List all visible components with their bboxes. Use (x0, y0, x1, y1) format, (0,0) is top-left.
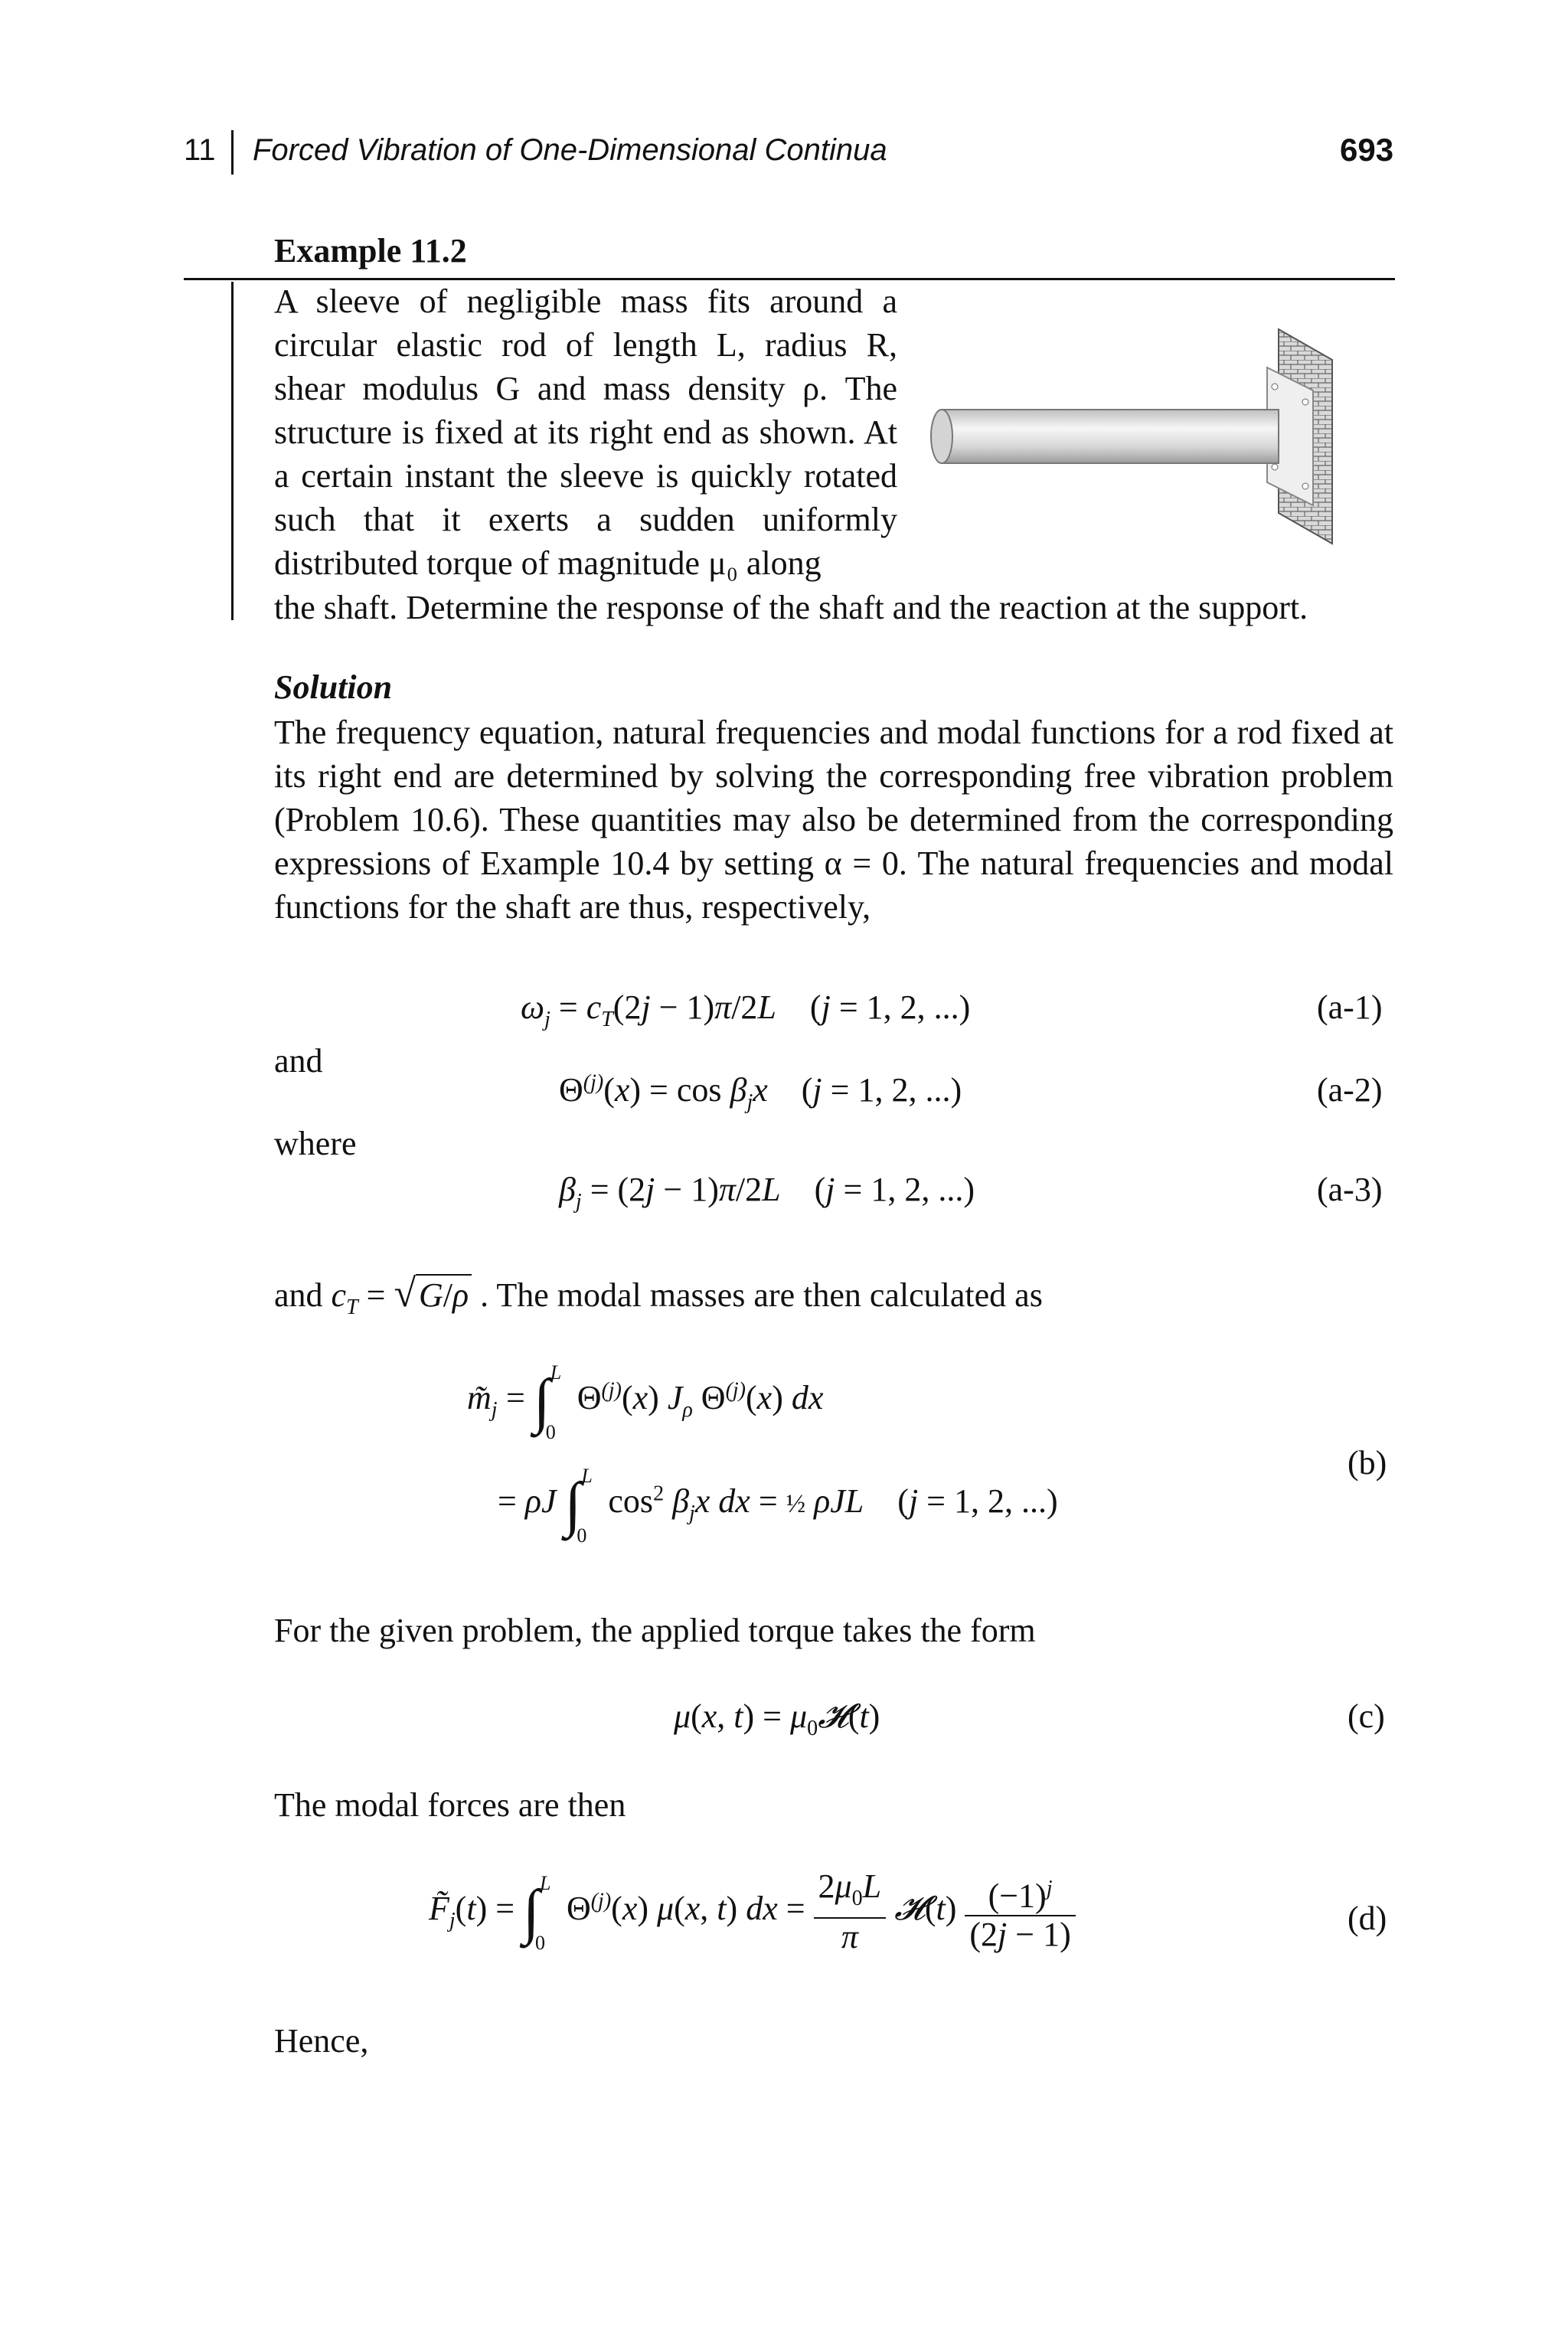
equation-a2: $\Theta^{(j)}(x) = \cos \beta_jx$ (j = 1, 2, ...) (559, 1070, 962, 1114)
equation-c: μ(x, $t) = \mu_0𝓗(t)$ (674, 1697, 880, 1740)
example-title: Example 11.2 (274, 232, 467, 270)
chapter-number: 11 (184, 133, 216, 167)
chapter-title: Forced Vibration of One-Dimensional Continua (253, 133, 887, 167)
ct-line (274, 1271, 1043, 1320)
equation-a1: $\omega_j = c_T(2j - 1)\pi/2L$ (j = 1, 2, ...) (521, 988, 971, 1031)
solution-text: The frequency equation, natural frequencies and modal functions for a rod fixed at its right end are determined by solving the corresponding free vibration problem (Problem 10.6). These quantities may also be determined from the corresponding expressions of Example 10.4 by setting α = 0. The natural frequencies and modal functions for the shaft are thus, respectively, (274, 714, 1393, 926)
equation-a2-label: (a-2) (1317, 1071, 1383, 1109)
example-sidebar-bar (231, 282, 234, 620)
example-text: A sleeve of negligible mass fits around a circular elastic rod of length L, radius R, shear modulus G and mass density ρ. The structure is fixed at its right end as shown. At a certain instant the sleeve is quickly rotated such that it exerts a sudden uniformly distributed torque of magnitude μ₀ along (274, 283, 897, 582)
example-text-tail: the shaft. Determine the response of the shaft and the reaction at the support. (274, 589, 1308, 626)
ct-suffix: . The modal masses are then calculated as (480, 1276, 1043, 1314)
hence-text: Hence, (274, 2022, 369, 2060)
modal-forces-text: The modal forces are then (274, 1786, 626, 1824)
ct-formula: $c_T = √G/\rho$ (332, 1276, 472, 1314)
equation-a1-label: (a-1) (1317, 988, 1383, 1026)
page-number: 693 (1340, 132, 1394, 168)
equation-a3: $\beta_j = (2j - 1)\pi/2L$ (j = 1, 2, ...) (559, 1171, 975, 1214)
equation-b-line1: $m̃_j$ = ∫ L 0 $\Theta^{(j)}(x)$ $J_\rho$ $\Theta^{(j)}(x)$ dx (467, 1361, 824, 1443)
equation-d: $F̃_j(t)$ = ∫ L 0 $\Theta^{(j)}(x)$ μ(x, t) dx = $\frac{2\mu_0L}{\pi}$ 𝓗(t) $\frac{(-1)^j}{(2j - 1)}$ (429, 1868, 1076, 1955)
ct-prefix: and (274, 1276, 323, 1314)
word-and: and (274, 1042, 323, 1080)
equation-b-label: (b) (1348, 1444, 1387, 1482)
equation-d-label: (d) (1348, 1900, 1387, 1937)
equation-b-line2: = ρJ ∫ L 0 $\cos^2 \beta_jx$ dx = ½ ρJL (j = 1, 2, ...) (498, 1465, 1058, 1547)
rod-shaft (931, 410, 1279, 463)
equation-c-label: (c) (1348, 1697, 1385, 1735)
equation-a3-label: (a-3) (1317, 1171, 1383, 1208)
word-where: where (274, 1125, 357, 1162)
rod-figure (919, 314, 1378, 551)
header-divider (231, 130, 234, 175)
solution-title: Solution (274, 668, 393, 706)
torque-text: For the given problem, the applied torque takes the form (274, 1612, 1036, 1649)
